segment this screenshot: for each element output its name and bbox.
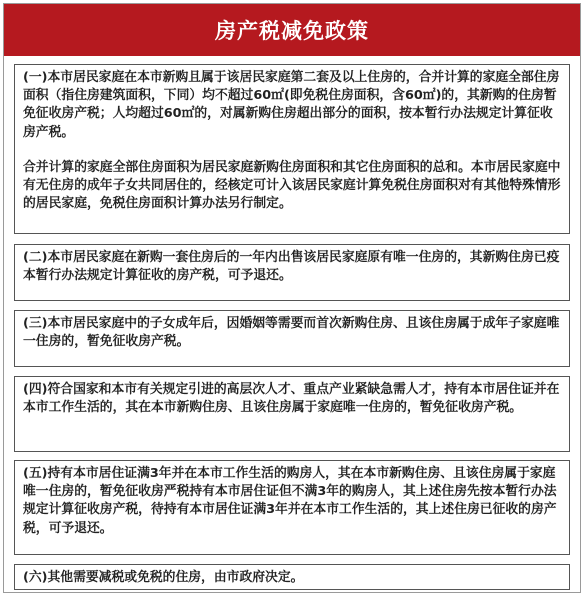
- policy-document: [3, 3, 581, 593]
- section-3-paragraph-1: (三)本市居民家庭中的子女成年后，因婚姻等需要而首次新购住房、且该住房属于成年子家庭唯一住房的，暂免征收房产税。: [23, 316, 560, 350]
- policy-section-4: [14, 376, 570, 452]
- document-header: [4, 4, 580, 56]
- section-1-paragraph-1: (一)本市居民家庭在本市新购且属于该居民家庭第二套及以上住房的，合并计算的家庭全部住房面积（指住房建筑面积，下同）均不超过60㎡(即免税住房面积，含60㎡)的，其新购的住房暂免征收房产税；人均超过60㎡的，对属新购住房超出部分的面积，按本暂行办法规定计算征收房产税。: [23, 70, 560, 140]
- section-2-paragraph-1: (二)本市居民家庭在新购一套住房后的一年内出售该居民家庭原有唯一住房的，其新购住房已疫本暂行办法规定计算征收的房产税，可予退还。: [23, 250, 560, 284]
- section-4-paragraph-1: (四)符合国家和本市有关规定引进的高层次人才、重点产业紧缺急需人才，持有本市居住证并在本市工作生活的，其在本市新购住房、且该住房属于家庭唯一住房的，暂免征收房产税。: [23, 382, 560, 416]
- section-1-paragraph-2: 合并计算的家庭全部住房面积为居民家庭新购住房面积和其它住房面积的总和。本市居民家庭中有无住房的成年子女共同居住的，经核定可计入该居民家庭计算免税住房面积对有其他特殊情形的居民家庭，免税住房面积计算办法另行制定。: [23, 159, 561, 212]
- section-5-paragraph-1: (五)持有本市居住证满3年并在本市工作生活的购房人，其在本市新购住房、且该住房属于家庭唯一住房的，暂免征收房严税持有本市居住证但不满3年的购房人，其上述住房先按本暂行办法规定计算征收房产税，待持有本市居住证满3年并在本市工作生活的，其上述住房已征收的房产税，可予退还。: [23, 466, 557, 536]
- policy-section-5: [14, 460, 570, 555]
- section-6-paragraph-1: (六)其他需要减税或免税的住房，由市政府决定。: [23, 570, 304, 585]
- policy-section-1: [14, 64, 570, 234]
- policy-section-2: [14, 244, 570, 301]
- policy-section-3: [14, 310, 570, 367]
- document-title: 房产税减免政策: [215, 19, 369, 43]
- policy-section-6: [14, 564, 570, 590]
